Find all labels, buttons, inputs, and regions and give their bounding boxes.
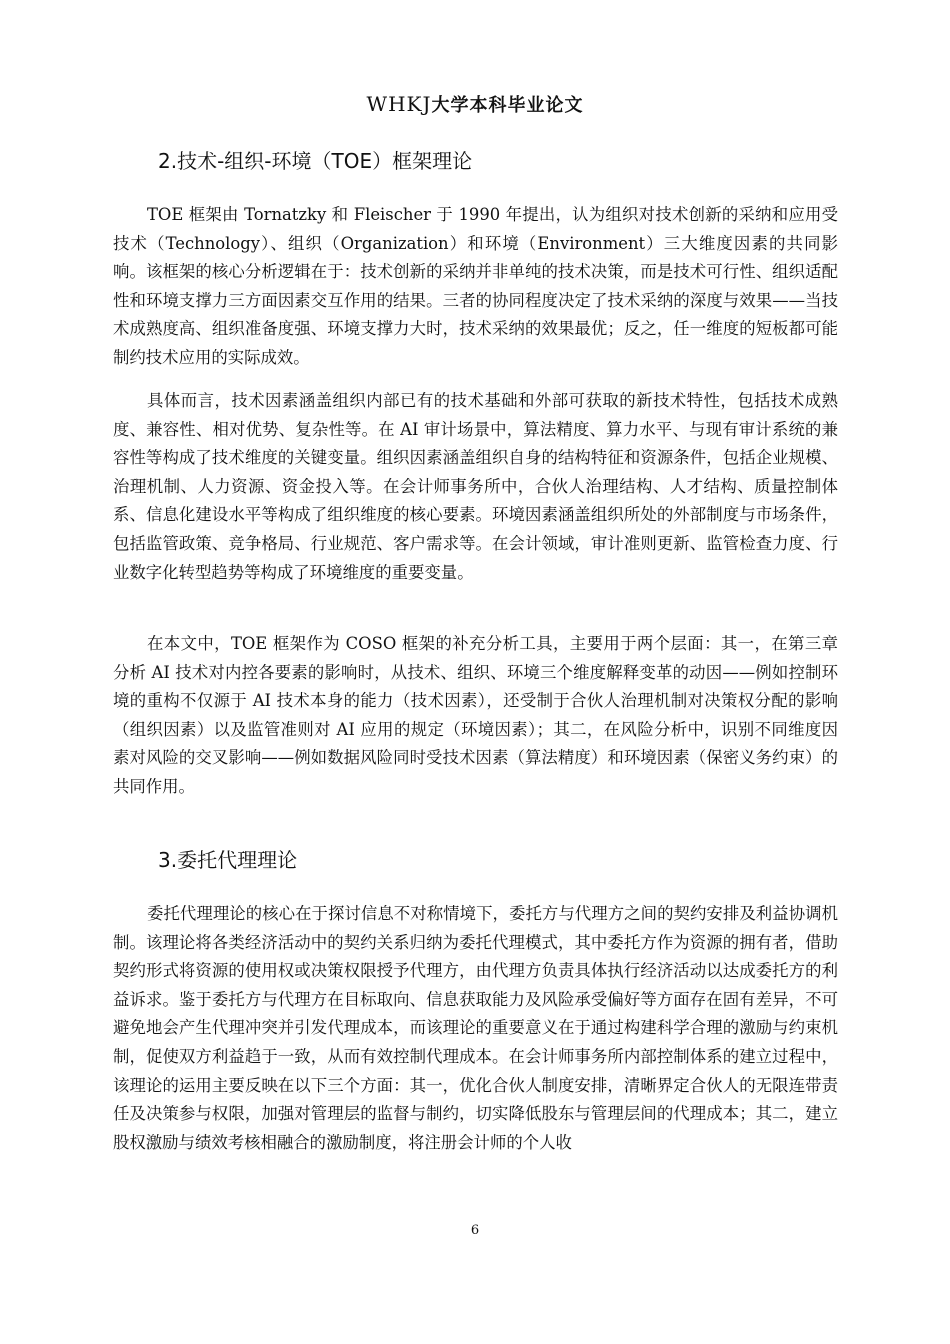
paragraph-toe-factors: 具体而言，技术因素涵盖组织内部已有的技术基础和外部可获取的新技术特性，包括技术成熟度、兼容性、相对优势、复杂性等。在 AI 审计场景中，算法精度、算力水平、与现有审计系统的兼容性等构成了技术维度的关键变量。组织因素涵盖组织自身的结构特征和资源条件，包括企业规模、治理机制、人力资源、资金投入等。在会计师事务所中，合伙人治理结构、人才结构、质量控制体系、信息化建设水平等构成了组织维度的核心要素。环境因素涵盖组织所处的外部制度与市场条件，包括监管政策、竞争格局、行业规范、客户需求等。在会计领域，审计准则更新、监管检查力度、行业数字化转型趋势等构成了环境维度的重要变量。 [113, 391, 838, 582]
header-title: 大学本科毕业论文 [431, 95, 584, 116]
paragraph-agency-theory: 委托代理理论的核心在于探讨信息不对称情境下，委托方与代理方之间的契约安排及利益协调机制。该理论将各类经济活动中的契约关系归纳为委托代理模式，其中委托方作为资源的拥有者，借助契约形式将资源的使用权或决策权限授予代理方，由代理方负责具体执行经济活动以达成委托方的利益诉求。鉴于委托方与代理方在目标取向、信息获取能力及风险承受偏好等方面存在固有差异，不可避免地会产生代理冲突并引发代理成本，而该理论的重要意义在于通过构建科学合理的激励与约束机制，促使双方利益趋于一致，从而有效控制代理成本。在会计师事务所内部控制体系的建立过程中，该理论的运用主要反映在以下三个方面：其一，优化合伙人制度安排，清晰界定合伙人的无限连带责任及决策参与权限，加强对管理层的监督与制约，切实降低股东与管理层间的代理成本；其二，建立股权激励与绩效考核相融合的激励制度，将注册会计师的个人收 [113, 904, 838, 1152]
paragraph-toe-application: 在本文中，TOE 框架作为 COSO 框架的补充分析工具，主要用于两个层面：其一，在第三章分析 AI 技术对内控各要素的影响时，从技术、组织、环境三个维度解释变革的动因——例如控制环境的重构不仅源于 AI 技术本身的能力（技术因素），还受制于合伙人治理机制对决策权分配的影响（组织因素）以及监管准则对 AI 应用的规定（环境因素）；其二，在风险分析中，识别不同维度因素对风险的交叉影响——例如数据风险同时受技术因素（算法精度）和环境因素（保密义务约束）的共同作用。 [113, 634, 838, 796]
header-divider [112, 124, 838, 125]
paragraph-toe-intro: TOE 框架由 Tornatzky 和 Fleischer 于 1990 年提出，认为组织对技术创新的采纳和应用受技术（Technology）、组织（Organization）和环境（Environment）三大维度因素的共同影响。该框架的核心分析逻辑在于：技术创新的采纳并非单纯的技术决策，而是技术可行性、组织适配性和环境支撑力三方面因素交互作用的结果。三者的协同程度决定了技术采纳的深度与效果——当技术成熟度高、组织准备度强、环境支撑力大时，技术采纳的效果最优；反之，任一维度的短板都可能制约技术应用的实际成效。 [113, 205, 838, 367]
header-prefix: WHKJ [366, 92, 432, 116]
section-heading-agency: 3.委托代理理论 [158, 848, 298, 872]
page-number: 6 [470, 1223, 480, 1238]
section-heading-toe: 2.技术-组织-环境（TOE）框架理论 [158, 149, 473, 173]
running-header [0, 90, 950, 120]
